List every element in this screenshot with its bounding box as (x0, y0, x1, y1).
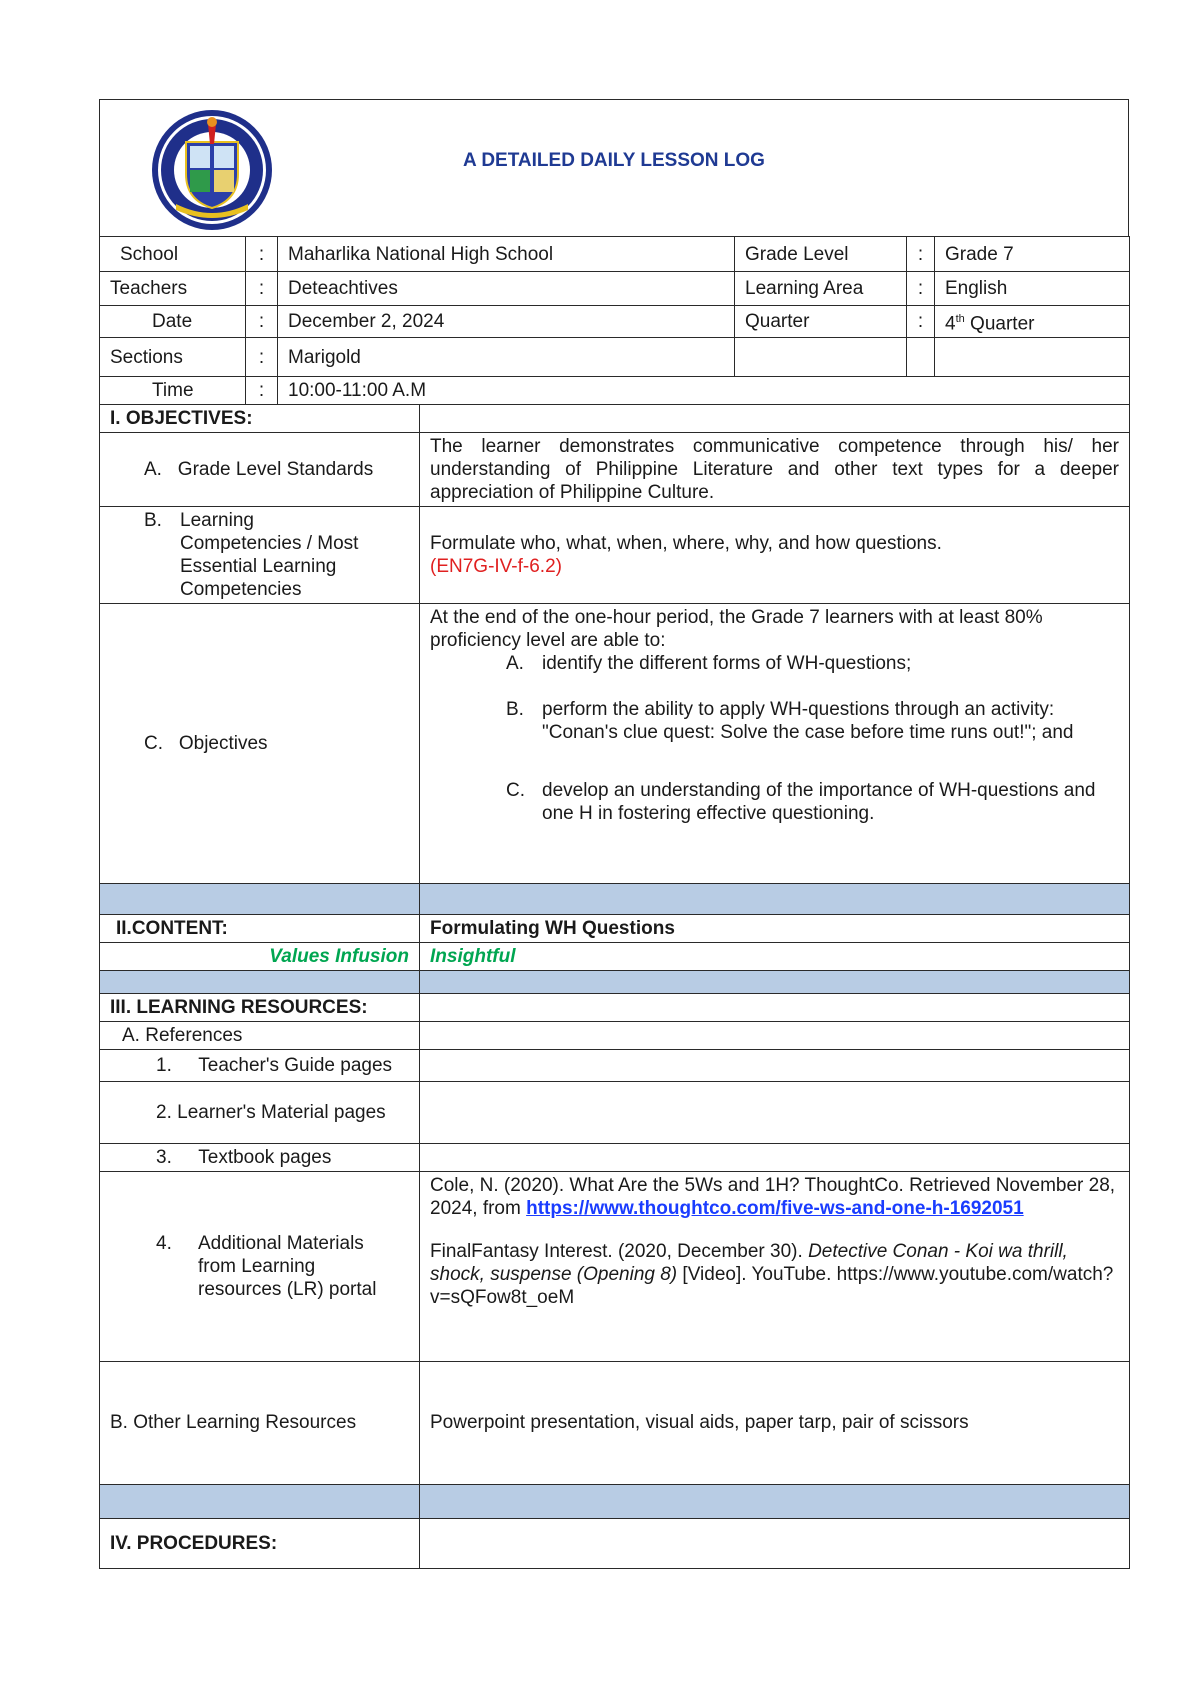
date-value: December 2, 2024 (278, 306, 735, 338)
sections-label: Sections (100, 338, 246, 377)
reference-cole: Cole, N. (2020). What Are the 5Ws and 1H? ThoughtCo. Retrieved November 28, 2024, from https://www.thoughtco.com/five-ws-and-one-h-1692051 (430, 1174, 1116, 1219)
quarter-label: Quarter (735, 306, 907, 338)
empty-cell (420, 1143, 1130, 1171)
objective-item: C. develop an understanding of the importance of WH-questions and one H in fostering effective questioning. (506, 779, 1096, 824)
time-value: 10:00-11:00 A.M (278, 376, 1130, 404)
empty-cell (420, 1049, 1130, 1081)
learning-competencies-label: B. Learning Competencies / Most Essential Learning Competencies (100, 506, 420, 603)
header-banner (99, 99, 1129, 236)
school-label: School (100, 237, 246, 272)
colon: : (907, 272, 935, 306)
section-divider-band (100, 970, 1130, 993)
colon: : (907, 306, 935, 338)
teachers-value: Deteachtives (278, 272, 735, 306)
textbook-label: 3. Textbook pages (100, 1143, 420, 1171)
empty-cell (735, 338, 907, 377)
reference-youtube: FinalFantasy Interest. (2020, December 30). Detective Conan - Koi wa thrill, shock, suspense (Opening 8) [Video]. YouTube. https://www.youtube.com/watch?v=sQFow8t_oeM (430, 1240, 1114, 1308)
other-resources-value: Powerpoint presentation, visual aids, paper tarp, pair of scissors (420, 1361, 1130, 1484)
time-label: Time (100, 376, 246, 404)
teachers-label: Teachers (100, 272, 246, 306)
learning-resources-heading: III. LEARNING RESOURCES: (100, 993, 420, 1021)
date-label: Date (100, 306, 246, 338)
content-topic: Formulating WH Questions (420, 914, 1130, 942)
competency-code: (EN7G-IV-f-6.2) (430, 555, 562, 577)
empty-cell (420, 1081, 1130, 1143)
empty-cell (907, 338, 935, 377)
empty-cell (420, 1021, 1130, 1049)
content-heading: II.CONTENT: (100, 914, 420, 942)
objectives-text: At the end of the one-hour period, the Grade 7 learners with at least 80% proficiency level are able to: A. identify the different forms of WH-questions; B. perform the ability to apply WH-questions through an activity: "Conan's clue quest: Solve the case before time runs out!"; and C. develop an understanding of the importance of WH-questions and one H in fostering effective questioning. (420, 603, 1130, 883)
empty-cell (420, 1518, 1130, 1568)
values-infusion-value: Insightful (420, 942, 1130, 970)
lesson-log-document (99, 99, 1129, 1569)
grade-label: Grade Level (735, 237, 907, 272)
empty-cell (935, 338, 1130, 377)
area-label: Learning Area (735, 272, 907, 306)
grade-value: Grade 7 (935, 237, 1130, 272)
additional-materials-label: 4. Additional Materials from Learning resources (LR) portal (100, 1171, 420, 1361)
learners-material-label: 2. Learner's Material pages (100, 1081, 420, 1143)
values-infusion-label: Values Infusion (100, 942, 420, 970)
other-resources-label: B. Other Learning Resources (100, 1361, 420, 1484)
objectives-heading: I. OBJECTIVES: (100, 404, 420, 432)
sections-value: Marigold (278, 338, 735, 377)
objectives-label: C. Objectives (100, 603, 420, 883)
colon: : (246, 272, 278, 306)
school-value: Maharlika National High School (278, 237, 735, 272)
document-title: A DETAILED DAILY LESSON LOG (463, 150, 765, 171)
colon: : (907, 237, 935, 272)
empty-cell (420, 993, 1130, 1021)
thoughtco-link[interactable]: https://www.thoughtco.com/five-ws-and-one-h-1692051 (526, 1197, 1024, 1219)
references-label: A. References (100, 1021, 420, 1049)
empty-cell (420, 404, 1130, 432)
colon: : (246, 338, 278, 377)
colon: : (246, 376, 278, 404)
area-value: English (935, 272, 1130, 306)
objective-item: A. identify the different forms of WH-questions; (506, 652, 912, 674)
procedures-heading: IV. PROCEDURES: (100, 1518, 420, 1568)
colon: : (246, 237, 278, 272)
section-divider-band (100, 883, 1130, 914)
section-divider-band (100, 1484, 1130, 1518)
grade-level-standards-text: The learner demonstrates communicative competence through his/ her understanding of Philippine Literature and other text types for a deeper appreciation of Philippine Culture. (420, 432, 1130, 506)
objective-item: B. perform the ability to apply WH-questions through an activity: "Conan's clue quest: Solve the case before time runs out!"; and (506, 698, 1074, 743)
lesson-table (99, 376, 1130, 1569)
quarter-value: 4th Quarter (935, 306, 1130, 338)
teachers-guide-label: 1. Teacher's Guide pages (100, 1049, 420, 1081)
additional-materials-references (420, 1171, 1130, 1361)
learning-competencies-text: Formulate who, what, when, where, why, and how questions. (EN7G-IV-f-6.2) (420, 506, 1130, 603)
grade-level-standards-label: A. Grade Level Standards (100, 432, 420, 506)
info-table (99, 236, 1130, 377)
colon: : (246, 306, 278, 338)
